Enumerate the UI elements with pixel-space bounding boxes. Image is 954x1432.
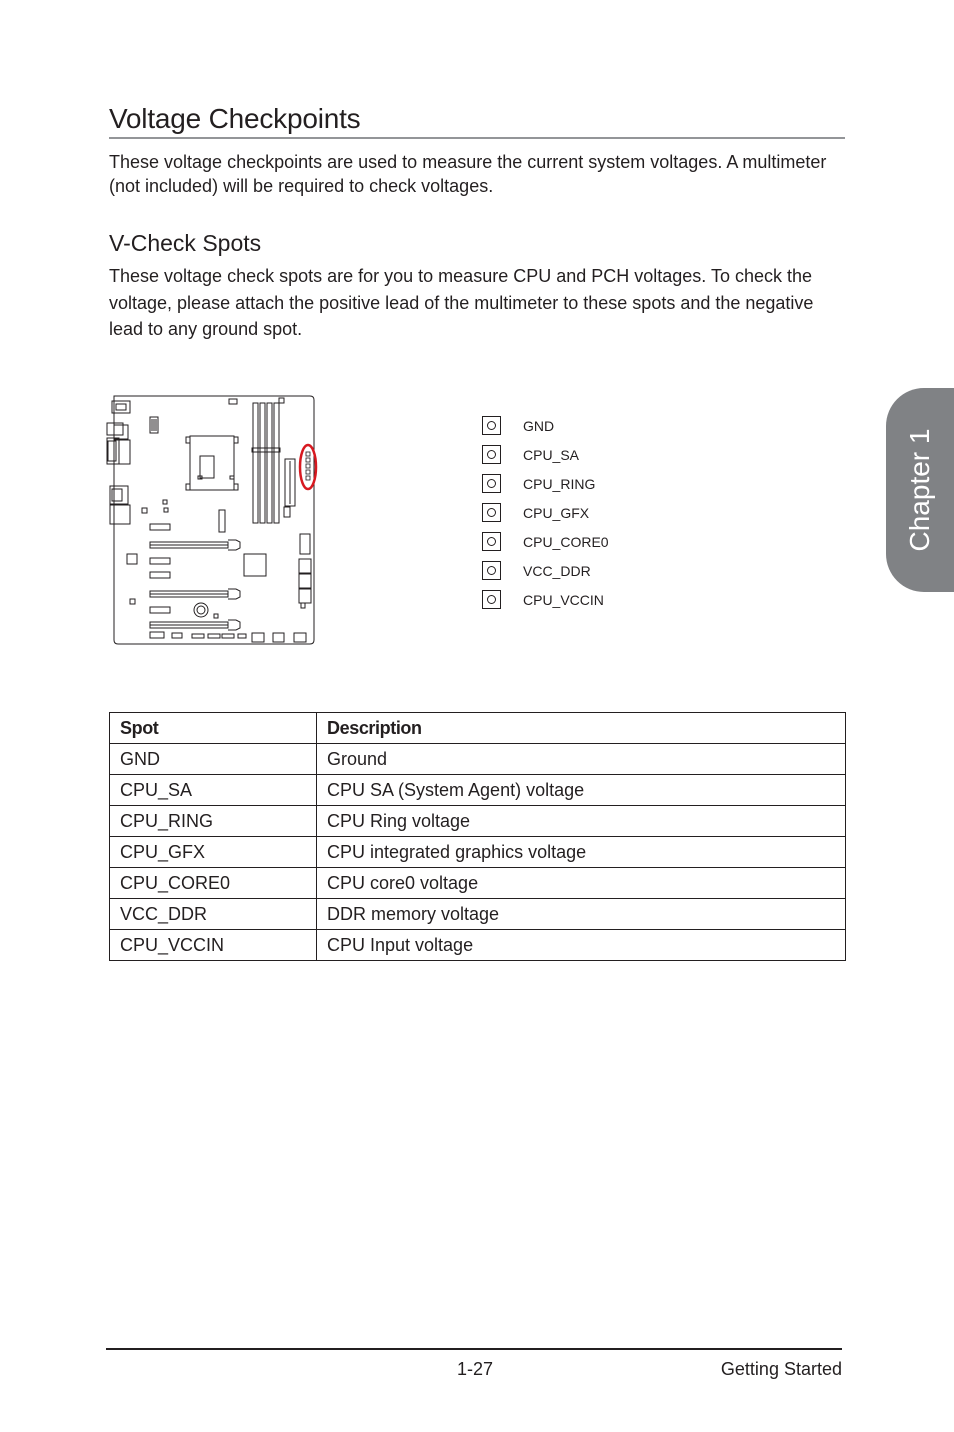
table-row (110, 744, 846, 775)
legend-label: CPU_SA (523, 447, 580, 463)
check-spot-icon (482, 445, 501, 464)
legend-label: CPU_VCCIN (523, 592, 604, 608)
legend-item (482, 445, 682, 467)
legend-item (482, 590, 682, 612)
legend-label: CPU_CORE0 (523, 534, 609, 550)
check-spot-icon (482, 532, 501, 551)
chapter-tab (886, 388, 954, 592)
table-row (110, 930, 846, 961)
page-number: 1-27 (456, 1359, 494, 1379)
column-header-spot: Spot (110, 713, 317, 744)
table-row (110, 868, 846, 899)
page-title: Voltage Checkpoints (109, 103, 361, 134)
table-cell: DDR memory voltage (317, 899, 846, 930)
table-cell: CPU Ring voltage (317, 806, 846, 837)
legend-item (482, 532, 682, 554)
title-rule (109, 137, 845, 139)
check-spot-icon (482, 503, 501, 522)
section-paragraph: These voltage check spots are for you to measure CPU and PCH voltages. To check the voltage, please attach the positive lead of the multimeter to these spots and the negative lead to any ground spot. (109, 266, 814, 339)
footer-rule (106, 1348, 842, 1350)
legend-item (482, 503, 682, 525)
footer-section-title: Getting Started (720, 1359, 842, 1379)
table-header-row (110, 713, 846, 744)
legend-label: CPU_RING (523, 476, 596, 492)
table-cell: CPU core0 voltage (317, 868, 846, 899)
table-cell: CPU_VCCIN (110, 930, 317, 961)
check-spot-icon (482, 416, 501, 435)
column-header-description: Description (317, 713, 846, 744)
table-cell: Ground (317, 744, 846, 775)
legend-label: VCC_DDR (523, 563, 591, 579)
motherboard-diagram (104, 392, 324, 650)
check-spot-icon (482, 590, 501, 609)
section-title: V-Check Spots (109, 230, 262, 256)
legend-item (482, 561, 682, 583)
spot-table (109, 712, 846, 961)
chapter-tab-label: Chapter 1 (904, 428, 935, 552)
table-cell: CPU SA (System Agent) voltage (317, 775, 846, 806)
legend-item (482, 416, 682, 438)
table-row (110, 775, 846, 806)
legend-label: GND (523, 418, 555, 434)
table-cell: CPU Input voltage (317, 930, 846, 961)
check-spot-icon (482, 561, 501, 580)
legend-label: CPU_GFX (523, 505, 590, 521)
legend-item (482, 474, 682, 496)
table-row (110, 899, 846, 930)
table-cell: CPU_RING (110, 806, 317, 837)
intro-paragraph: These voltage checkpoints are used to measure the current system voltages. A multimeter (not included) will be required to check voltages. (109, 152, 827, 196)
check-spot-icon (482, 474, 501, 493)
table-cell: CPU_GFX (110, 837, 317, 868)
table-row (110, 837, 846, 868)
table-cell: GND (110, 744, 317, 775)
table-row (110, 806, 846, 837)
table-cell: VCC_DDR (110, 899, 317, 930)
table-cell: CPU_SA (110, 775, 317, 806)
table-cell: CPU integrated graphics voltage (317, 837, 846, 868)
table-cell: CPU_CORE0 (110, 868, 317, 899)
